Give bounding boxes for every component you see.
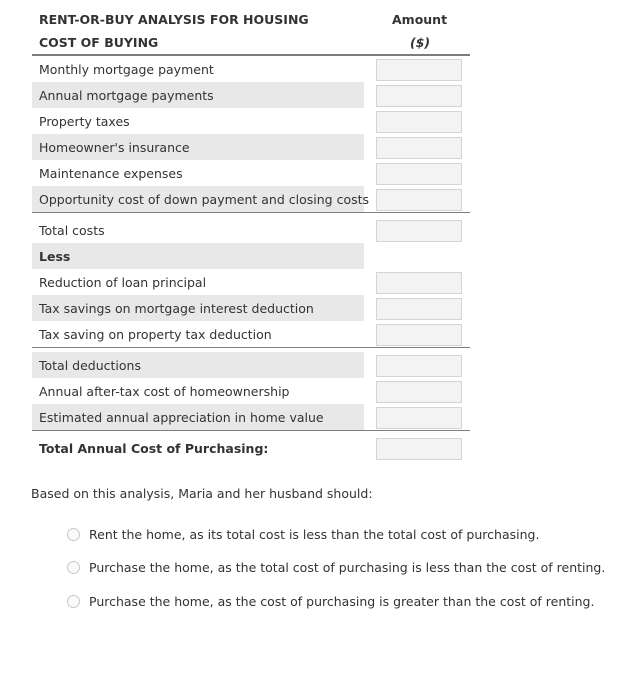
table-row-opportunity-cost bbox=[32, 186, 470, 213]
table-row-reduction-of-loan-principal bbox=[32, 269, 470, 295]
row-label: Annual mortgage payments bbox=[39, 88, 214, 103]
table-row-estimated-appreciation bbox=[32, 404, 470, 431]
table-row-total-annual-cost bbox=[32, 435, 470, 461]
row-label: Annual after-tax cost of homeownership bbox=[39, 384, 290, 399]
row-label: Total Annual Cost of Purchasing: bbox=[39, 441, 269, 456]
table-header bbox=[32, 8, 470, 56]
radio-button[interactable] bbox=[67, 595, 80, 608]
row-label: Maintenance expenses bbox=[39, 166, 183, 181]
table-title: RENT-OR-BUY ANALYSIS FOR HOUSING bbox=[39, 12, 309, 27]
tax-savings-mortgage-interest-input[interactable] bbox=[376, 298, 462, 320]
question-prompt: Based on this analysis, Maria and her husband should: bbox=[31, 486, 373, 501]
homeowners-insurance-input[interactable] bbox=[376, 137, 462, 159]
table-row-homeowners-insurance bbox=[32, 134, 470, 160]
total-annual-cost-input[interactable] bbox=[376, 438, 462, 460]
annual-after-tax-cost-input[interactable] bbox=[376, 381, 462, 403]
row-label: Total costs bbox=[39, 223, 105, 238]
row-label: Total deductions bbox=[39, 358, 141, 373]
table-row-monthly-mortgage-payment bbox=[32, 56, 470, 82]
annual-mortgage-payments-input[interactable] bbox=[376, 85, 462, 107]
property-taxes-input[interactable] bbox=[376, 111, 462, 133]
table-row-total-costs bbox=[32, 217, 470, 243]
row-label: Opportunity cost of down payment and closing costs bbox=[39, 192, 370, 207]
option-label[interactable]: Rent the home, as its total cost is less than the total cost of purchasing. bbox=[89, 527, 540, 542]
estimated-appreciation-input[interactable] bbox=[376, 407, 462, 429]
opportunity-cost-input[interactable] bbox=[376, 189, 462, 211]
table-row-less bbox=[32, 243, 470, 269]
table-row-total-deductions bbox=[32, 352, 470, 378]
row-label: Estimated annual appreciation in home value bbox=[39, 410, 324, 425]
rent-or-buy-table bbox=[32, 8, 470, 461]
table-row-property-taxes bbox=[32, 108, 470, 134]
amount-column-header: Amount bbox=[392, 12, 448, 27]
radio-button[interactable] bbox=[67, 561, 80, 574]
monthly-mortgage-payment-input[interactable] bbox=[376, 59, 462, 81]
row-label: Homeowner's insurance bbox=[39, 140, 190, 155]
row-label: Monthly mortgage payment bbox=[39, 62, 214, 77]
table-row-tax-saving-property-tax bbox=[32, 321, 470, 348]
reduction-of-loan-principal-input[interactable] bbox=[376, 272, 462, 294]
table-row-tax-savings-mortgage-interest bbox=[32, 295, 470, 321]
row-label: Property taxes bbox=[39, 114, 130, 129]
table-row-annual-after-tax-cost bbox=[32, 378, 470, 404]
option-label[interactable]: Purchase the home, as the total cost of purchasing is less than the cost of renting. bbox=[89, 560, 606, 575]
row-label: Tax savings on mortgage interest deduction bbox=[39, 301, 314, 316]
total-costs-input[interactable] bbox=[376, 220, 462, 242]
row-label: Less bbox=[39, 249, 71, 264]
radio-button[interactable] bbox=[67, 528, 80, 541]
row-label: Tax saving on property tax deduction bbox=[39, 327, 272, 342]
amount-unit-label: ($) bbox=[410, 35, 431, 50]
table-row-maintenance-expenses bbox=[32, 160, 470, 186]
tax-saving-property-tax-input[interactable] bbox=[376, 324, 462, 346]
option-label[interactable]: Purchase the home, as the cost of purchasing is greater than the cost of renting. bbox=[89, 594, 595, 609]
total-deductions-input[interactable] bbox=[376, 355, 462, 377]
table-subtitle: COST OF BUYING bbox=[39, 35, 159, 50]
maintenance-expenses-input[interactable] bbox=[376, 163, 462, 185]
table-row-annual-mortgage-payments bbox=[32, 82, 470, 108]
row-label: Reduction of loan principal bbox=[39, 275, 207, 290]
